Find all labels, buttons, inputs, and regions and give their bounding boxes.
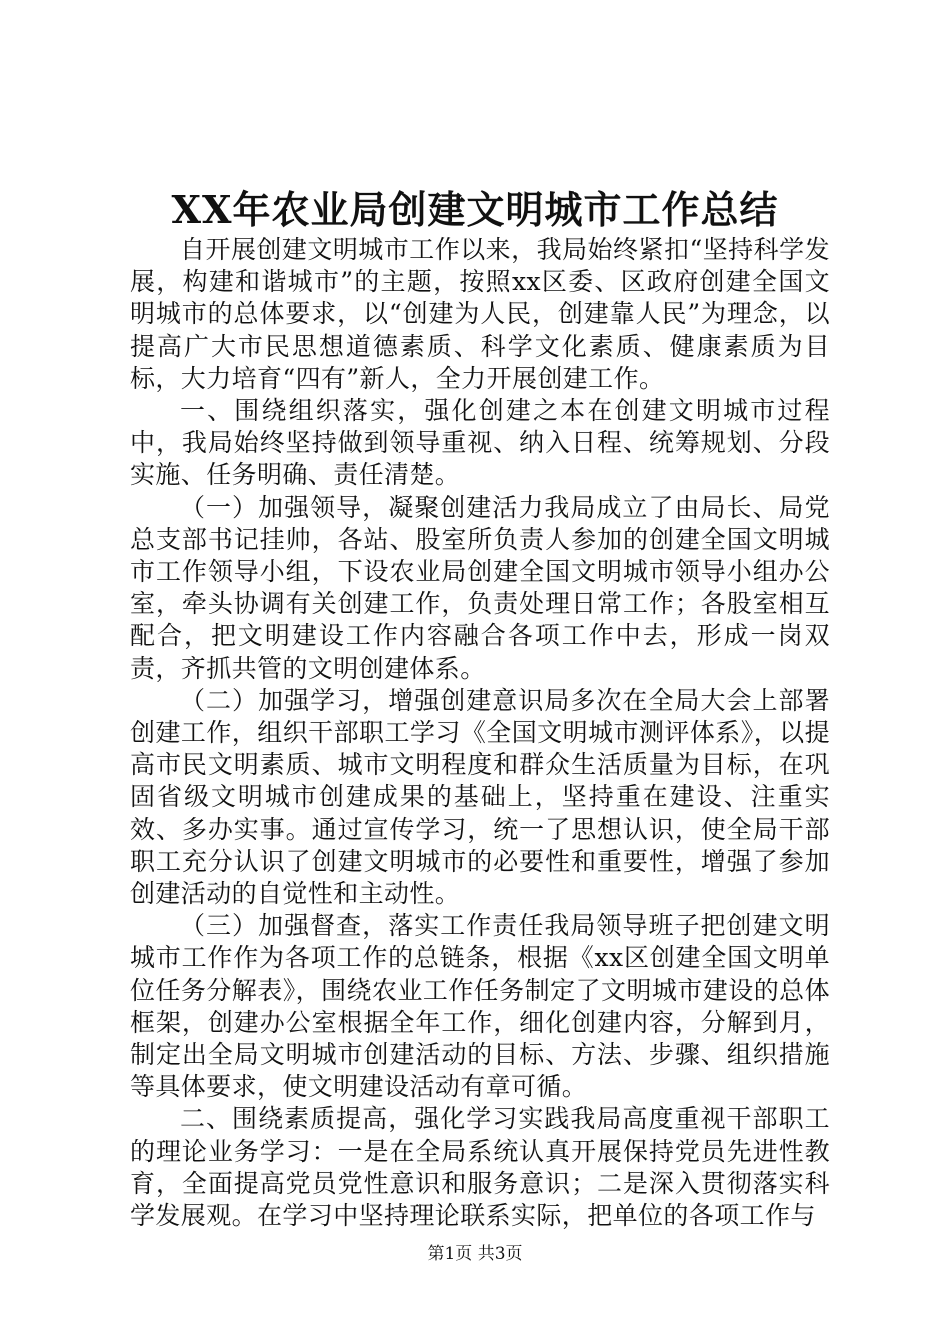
paragraph-intro: 自开展创建文明城市工作以来，我局始终紧扣“坚持科学发展，构建和谐城市”的主题，按照xx区委、区政府创建全国文明城市的总体要求，以“创建为人民，创建靠人民”为理念，以提高广大市民思想道德素质、科学文化素质、健康素质为目标，大力培育“四有”新人，全力开展创建工作。	[130, 235, 830, 393]
paragraph-subsection-3: （三）加强督查，落实工作责任我局领导班子把创建文明城市工作作为各项工作的总链条，根据《xx区创建全国文明单位任务分解表》，围绕农业工作任务制定了文明城市建设的总体框架，创建办公室根据全年工作，细化创建内容，分解到月，制定出全局文明城市创建活动的目标、方法、步骤、组织措施等具体要求，使文明建设活动有章可循。	[130, 911, 830, 1102]
paragraph-section-1: 一、围绕组织落实，强化创建之本在创建文明城市过程中，我局始终坚持做到领导重视、纳入日程、统筹规划、分段实施、任务明确、责任清楚。	[130, 396, 830, 490]
paragraph-subsection-2: （二）加强学习，增强创建意识局多次在全局大会上部署创建工作，组织干部职工学习《全国文明城市测评体系》，以提高市民文明素质、城市文明程度和群众生活质量为目标，在巩固省级文明城市创建成果的基础上，坚持重在建设、注重实效、多办实事。通过宣传学习，统一了思想认识，使全局干部职工充分认识了创建文明城市的必要性和重要性，增强了参加创建活动的自觉性和主动性。	[130, 685, 830, 909]
paragraph-subsection-1: （一）加强领导，凝聚创建活力我局成立了由局长、局党总支部书记挂帅，各站、股室所负责人参加的创建全国文明城市工作领导小组，下设农业局创建全国文明城市领导小组办公室，牵头协调有关创建工作，负责处理日常工作；各股室相互配合，把文明建设工作内容融合各项工作中去，形成一岗双责，齐抓共管的文明创建体系。	[130, 492, 830, 683]
page-number-footer: 第1页 共3页	[427, 1244, 523, 1264]
document-body	[130, 234, 830, 1232]
paragraph-section-2: 二、围绕素质提高，强化学习实践我局高度重视干部职工的理论业务学习：一是在全局系统认真开展保持党员先进性教育，全面提高党员党性意识和服务意识；二是深入贯彻落实科学发展观。在学习中坚持理论联系实际，把单位的各项工作与	[130, 1104, 830, 1231]
document-title: XX年农业局创建文明城市工作总结	[171, 187, 779, 232]
